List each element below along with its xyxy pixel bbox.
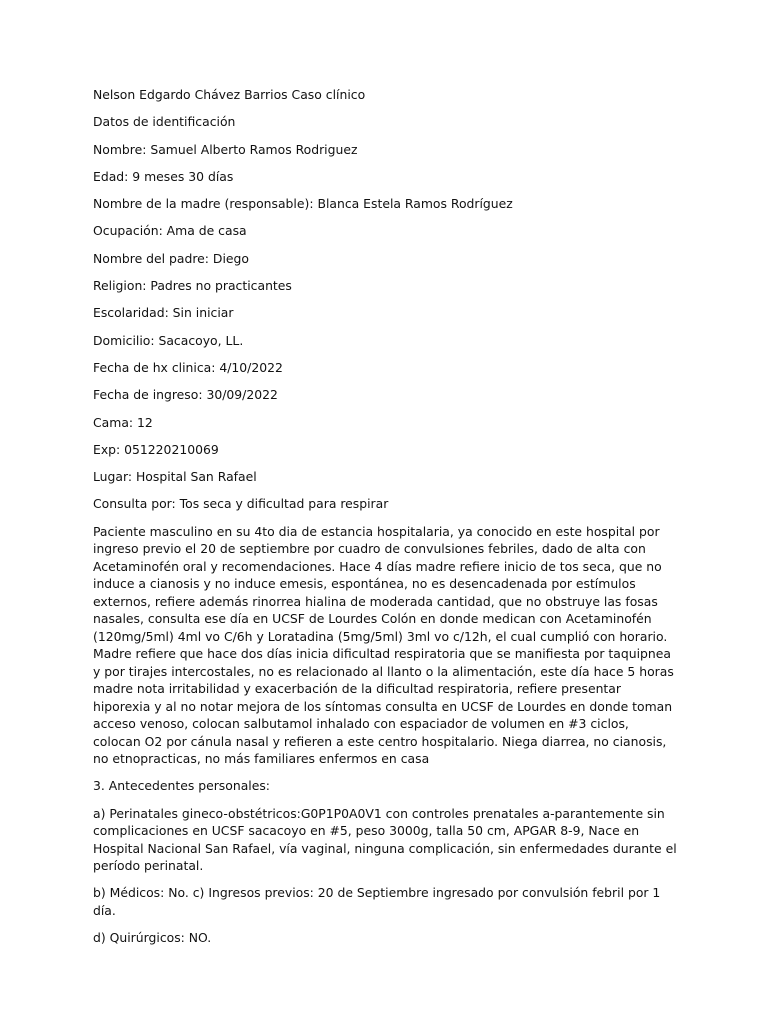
bed-line: Cama: 12 <box>93 414 153 430</box>
document-body <box>93 86 679 956</box>
schooling-line: Escolaridad: Sin iniciar <box>93 305 234 321</box>
chief-complaint-line: Consulta por: Tos seca y dificultad para respirar <box>93 496 389 512</box>
religion-line: Religion: Padres no practicantes <box>93 278 292 294</box>
medical-history-line: b) Médicos: No. c) Ingresos previos: 20 de Septiembre ingresado por convulsión febril por 1 día. <box>93 885 661 918</box>
record-number-line: Exp: 051220210069 <box>93 441 219 457</box>
place-line: Lugar: Hospital San Rafael <box>93 469 257 485</box>
surgical-history-line: d) Quirúrgicos: NO. <box>93 929 212 945</box>
section-identification-heading: Datos de identificación <box>93 114 236 130</box>
patient-name-line: Nombre: Samuel Alberto Ramos Rodriguez <box>93 141 358 157</box>
perinatal-paragraph: a) Perinatales gineco-obstétricos:G0P1P0A0V1 con controles prenatales a-parantemente sin complicaciones en UCSF sacacoyo en #5, peso 3000g, talla 50 cm, APGAR 8-9, Nace en Hospital Nacional San Rafael, vía vaginal, ninguna complicación, sin enfermedades durante el período perinatal. <box>93 805 677 874</box>
present-illness-paragraph: Paciente masculino en su 4to dia de estancia hospitalaria, ya conocido en este hospital por ingreso previo el 20 de septiembre por cuadro de convulsiones febriles, dado de alta con Acetaminofén oral y recomendaciones. Hace 4 días madre refiere inicio de tos seca, que no induce a cianosis y no induce emesis, espontánea, no es desencadenada por estímulos externos, refiere además rinorrea hialina de moderada cantidad, que no obstruye las fosas nasales, consulta ese día en UCSF de Lourdes Colón en donde medican con Acetaminofén (120mg/5ml) 4ml vo C/6h y Loratadina (5mg/5ml) 3ml vo c/12h, el cual cumplió con horario. Madre refiere que hace dos días inicia dificultad respiratoria que se manifiesta por taquipnea y por tirajes intercostales, no es relacionado al llanto o la alimentación, este día hace 5 horas madre nota irritabilidad y exacerbación de la dificultad respiratoria, refiere presentar hiporexia y al no notar mejora de los síntomas consulta en UCSF de Lourdes en donde toman acceso venoso, colocan salbutamol inhalado con espaciador de volumen en #3 ciclos, colocan O2 por cánula nasal y refieren a este centro hospitalario. Niega diarrea, no cianosis, no etnopracticas, no más familiares enfermos en casa <box>93 523 674 767</box>
admission-date-line: Fecha de ingreso: 30/09/2022 <box>93 387 278 403</box>
address-line: Domicilio: Sacacoyo, LL. <box>93 332 244 348</box>
age-line: Edad: 9 meses 30 días <box>93 168 234 184</box>
history-date-line: Fecha de hx clinica: 4/10/2022 <box>93 359 283 375</box>
personal-history-heading: 3. Antecedentes personales: <box>93 778 270 794</box>
mother-name-line: Nombre de la madre (responsable): Blanca Estela Ramos Rodríguez <box>93 196 513 212</box>
title-line: Nelson Edgardo Chávez Barrios Caso clínico <box>93 87 366 102</box>
father-name-line: Nombre del padre: Diego <box>93 250 249 266</box>
occupation-line: Ocupación: Ama de casa <box>93 223 247 239</box>
